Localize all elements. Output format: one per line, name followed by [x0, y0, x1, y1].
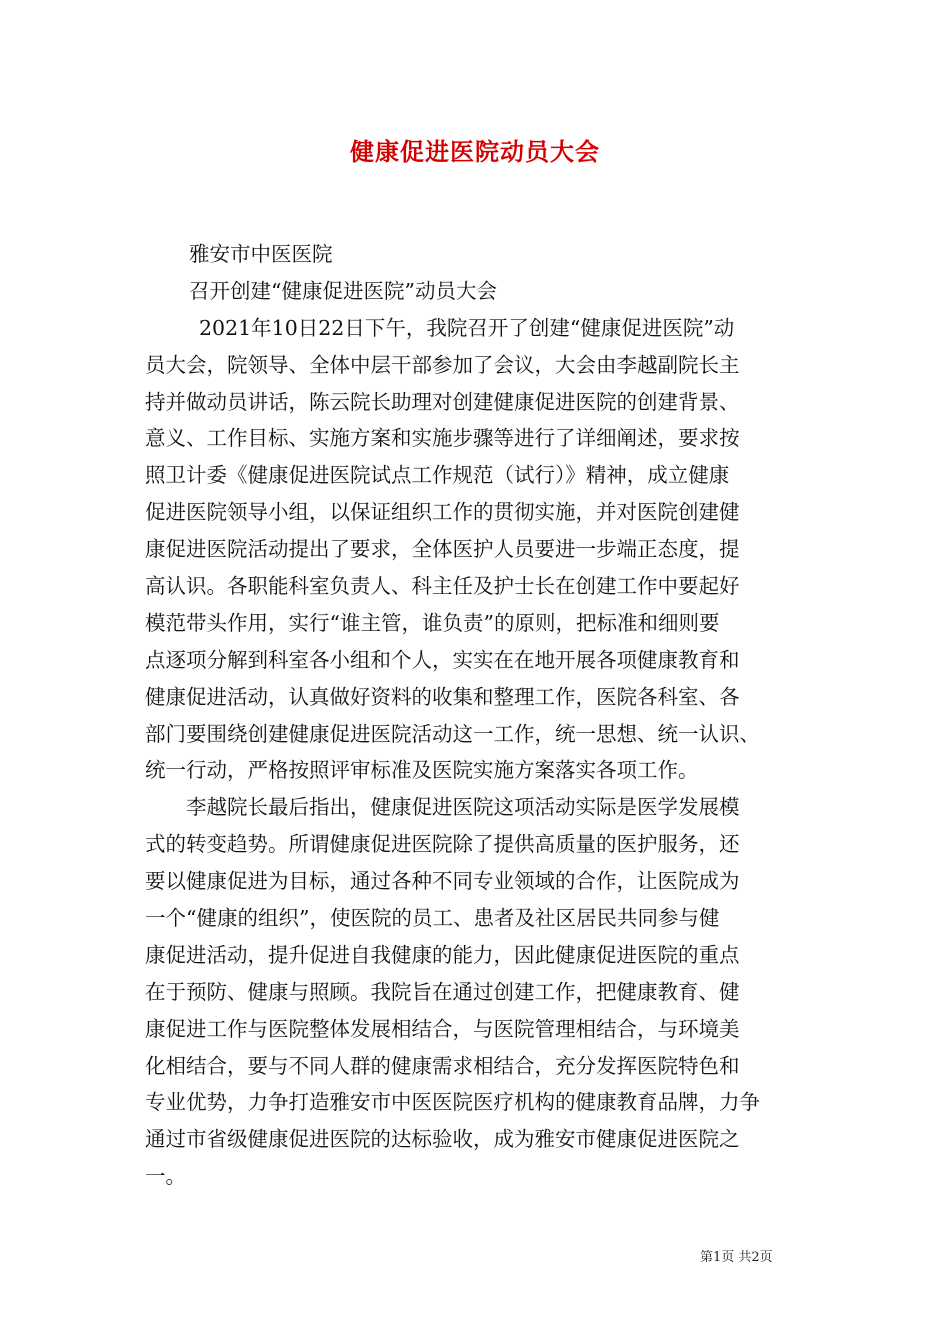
document-title: 健康促进医院动员大会 [350, 137, 600, 166]
paragraph-line: 康促进医院活动提出了要求，全体医护人员要进一步端正态度，提 [145, 537, 740, 562]
paragraph-line: 康促进活动，提升促进自我健康的能力，因此健康促进医院的重点 [145, 942, 740, 967]
paragraph-line: 通过市省级健康促进医院的达标验收，成为雅安市健康促进医院之 [145, 1127, 740, 1152]
paragraph-line: 2021年10日22日下午，我院召开了创建“健康促进医院”动 [199, 315, 735, 340]
paragraph-line: 健康促进活动，认真做好资料的收集和整理工作，医院各科室、各 [145, 684, 740, 709]
paragraph-line: 统一行动，严格按照评审标准及医院实施方案落实各项工作。 [145, 758, 699, 783]
paragraph-line: 式的转变趋势。所谓健康促进医院除了提供高质量的医护服务，还 [145, 832, 740, 857]
paragraph-line: 一。 [145, 1164, 186, 1189]
paragraph-1 [145, 310, 813, 790]
paragraph-line: 意义、工作目标、实施方案和实施步骤等进行了详细阐述，要求按 [145, 426, 740, 451]
paragraph-line: 高认识。各职能科室负责人、科主任及护士长在创建工作中要起好 [145, 574, 740, 599]
paragraph-line: 部门要围绕创建健康促进医院活动这一工作，统一思想、统一认识、 [145, 721, 760, 746]
document-body [145, 236, 813, 1195]
paragraph-line: 专业优势，力争打造雅安市中医医院医疗机构的健康教育品牌，力争 [145, 1090, 760, 1115]
paragraph-line: 在于预防、健康与照顾。我院旨在通过创建工作，把健康教育、健 [145, 979, 740, 1004]
paragraph-line: 李越院长最后指出，健康促进医院这项活动实际是医学发展模 [186, 795, 740, 820]
subtitle: 召开创建“健康促进医院”动员大会 [189, 278, 497, 303]
paragraph-line: 员大会，院领导、全体中层干部参加了会议，大会由李越副院长主 [145, 352, 740, 377]
paragraph-line: 要以健康促进为目标，通过各种不同专业领域的合作，让医院成为 [145, 869, 740, 894]
paragraph-line: 持并做动员讲话，陈云院长助理对创建健康促进医院的创建背景、 [145, 389, 740, 414]
paragraph-line: 点逐项分解到科室各小组和个人，实实在在地开展各项健康教育和 [145, 647, 740, 672]
page-number: 第1页 共2页 [700, 1250, 773, 1265]
paragraph-line: 照卫计委《健康促进医院试点工作规范（试行）》精神，成立健康 [145, 463, 730, 488]
paragraph-line: 模范带头作用，实行“谁主管，谁负责”的原则，把标准和细则要 [145, 610, 720, 635]
paragraph-line: 化相结合，要与不同人群的健康需求相结合，充分发挥医院特色和 [145, 1053, 740, 1078]
paragraph-line: 一个“健康的组织”，使医院的员工、患者及社区居民共同参与健 [145, 906, 720, 931]
paragraph-line: 康促进工作与医院整体发展相结合，与医院管理相结合，与环境美 [145, 1016, 740, 1041]
paragraph-line: 促进医院领导小组，以保证组织工作的贯彻实施，并对医院创建健 [145, 500, 740, 525]
paragraph-2 [145, 789, 813, 1195]
org-name: 雅安市中医医院 [189, 242, 333, 266]
